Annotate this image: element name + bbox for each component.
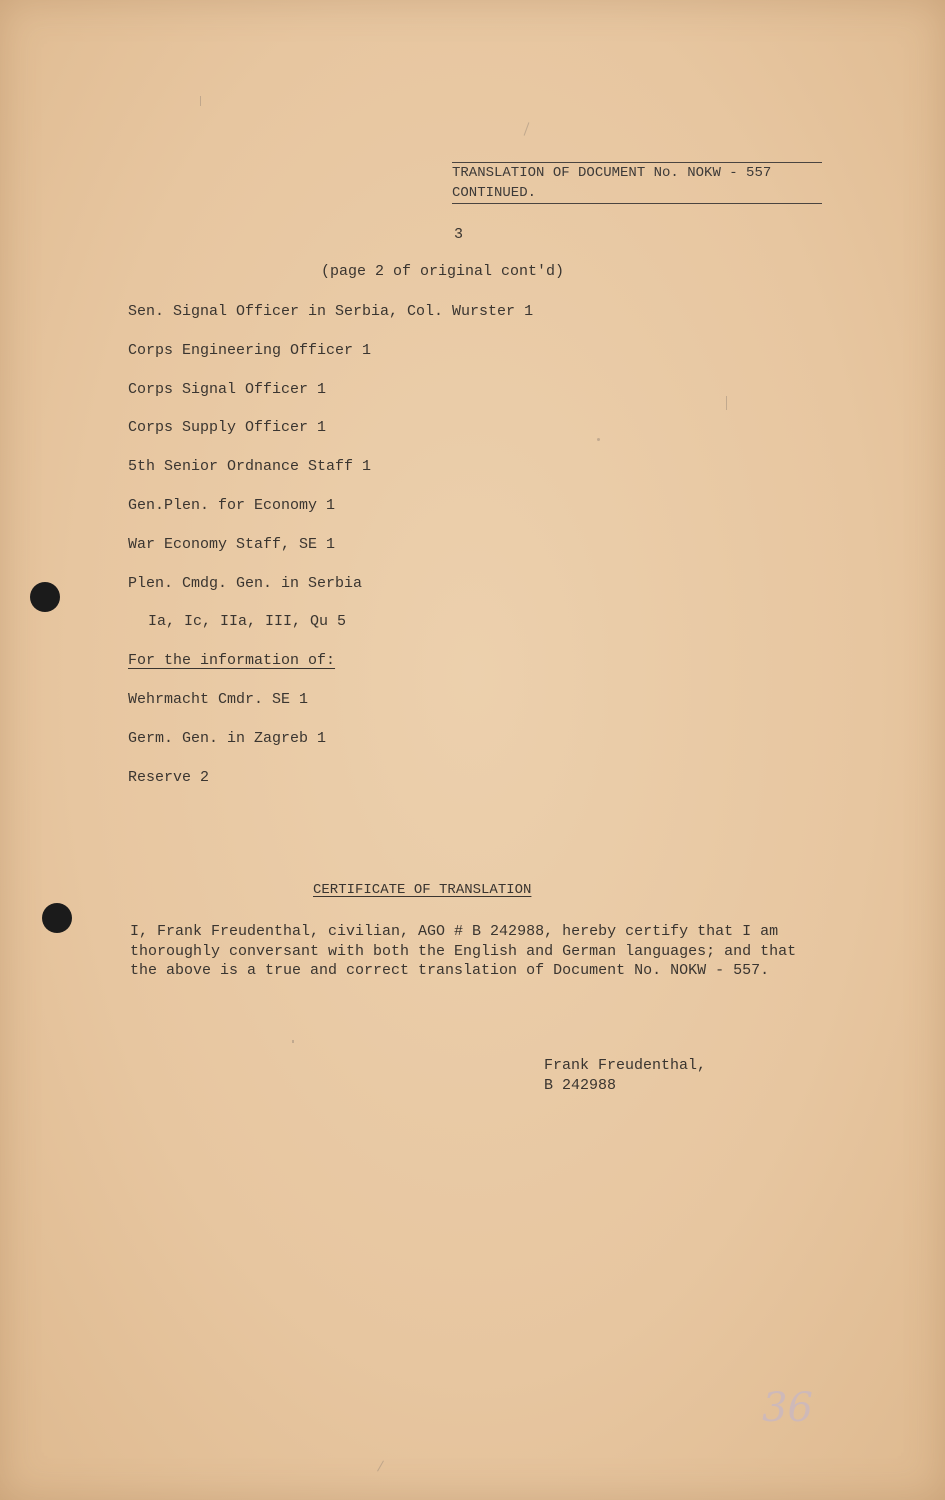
paper-speck <box>292 1040 294 1043</box>
certificate-line: thoroughly conversant with both the English and German languages; and that <box>130 942 797 960</box>
list-item: Sen. Signal Officer in Serbia, Col. Wurster 1 <box>128 303 534 320</box>
certificate-body <box>130 922 850 981</box>
certificate-line: the above is a true and correct translation of Document No. NOKW - 557. <box>130 962 770 979</box>
list-item: Corps Supply Officer 1 <box>128 419 327 437</box>
list-item <box>128 651 533 690</box>
paper-speck <box>377 1461 384 1472</box>
list-item: War Economy Staff, SE 1 <box>128 535 336 553</box>
information-heading: For the information of: <box>128 652 336 670</box>
header-continued: CONTINUED. <box>452 183 822 204</box>
certificate-title: CERTIFICATE OF TRANSLATION <box>313 882 532 898</box>
paper-speck <box>726 396 727 410</box>
certificate-line: I, Frank Freudenthal, civilian, AGO # B 242988, hereby certify that I am <box>130 923 779 940</box>
list-item: Corps Engineering Officer 1 <box>128 341 372 359</box>
list-item: Plen. Cmdg. Gen. in Serbia <box>128 574 363 592</box>
list-item: Reserve 2 <box>128 768 210 786</box>
list-item: Corps Signal Officer 1 <box>128 380 327 398</box>
page-subheading: (page 2 of original cont'd) <box>321 263 565 280</box>
signature-id: B 242988 <box>544 1077 617 1094</box>
list-item: 5th Senior Ordnance Staff 1 <box>128 458 372 476</box>
page-number: 3 <box>454 226 464 243</box>
list-item: Wehrmacht Cmdr. SE 1 <box>128 690 309 708</box>
paper-speck <box>597 438 600 441</box>
distribution-list <box>128 302 533 806</box>
list-item: Gen.Plen. for Economy 1 <box>128 496 336 514</box>
header-title: TRANSLATION OF DOCUMENT No. NOKW - 557 <box>452 162 822 183</box>
punch-hole <box>30 582 60 612</box>
paper-speck <box>200 96 201 106</box>
signature-name: Frank Freudenthal, <box>544 1057 707 1074</box>
signature-block <box>544 1056 706 1096</box>
paper-speck <box>524 122 530 135</box>
document-header <box>452 162 822 204</box>
handwritten-page-number: 36 <box>762 1385 813 1431</box>
list-item: Germ. Gen. in Zagreb 1 <box>128 729 327 747</box>
list-item: Ia, Ic, IIa, III, Qu 5 <box>148 613 347 631</box>
punch-hole <box>42 903 72 933</box>
